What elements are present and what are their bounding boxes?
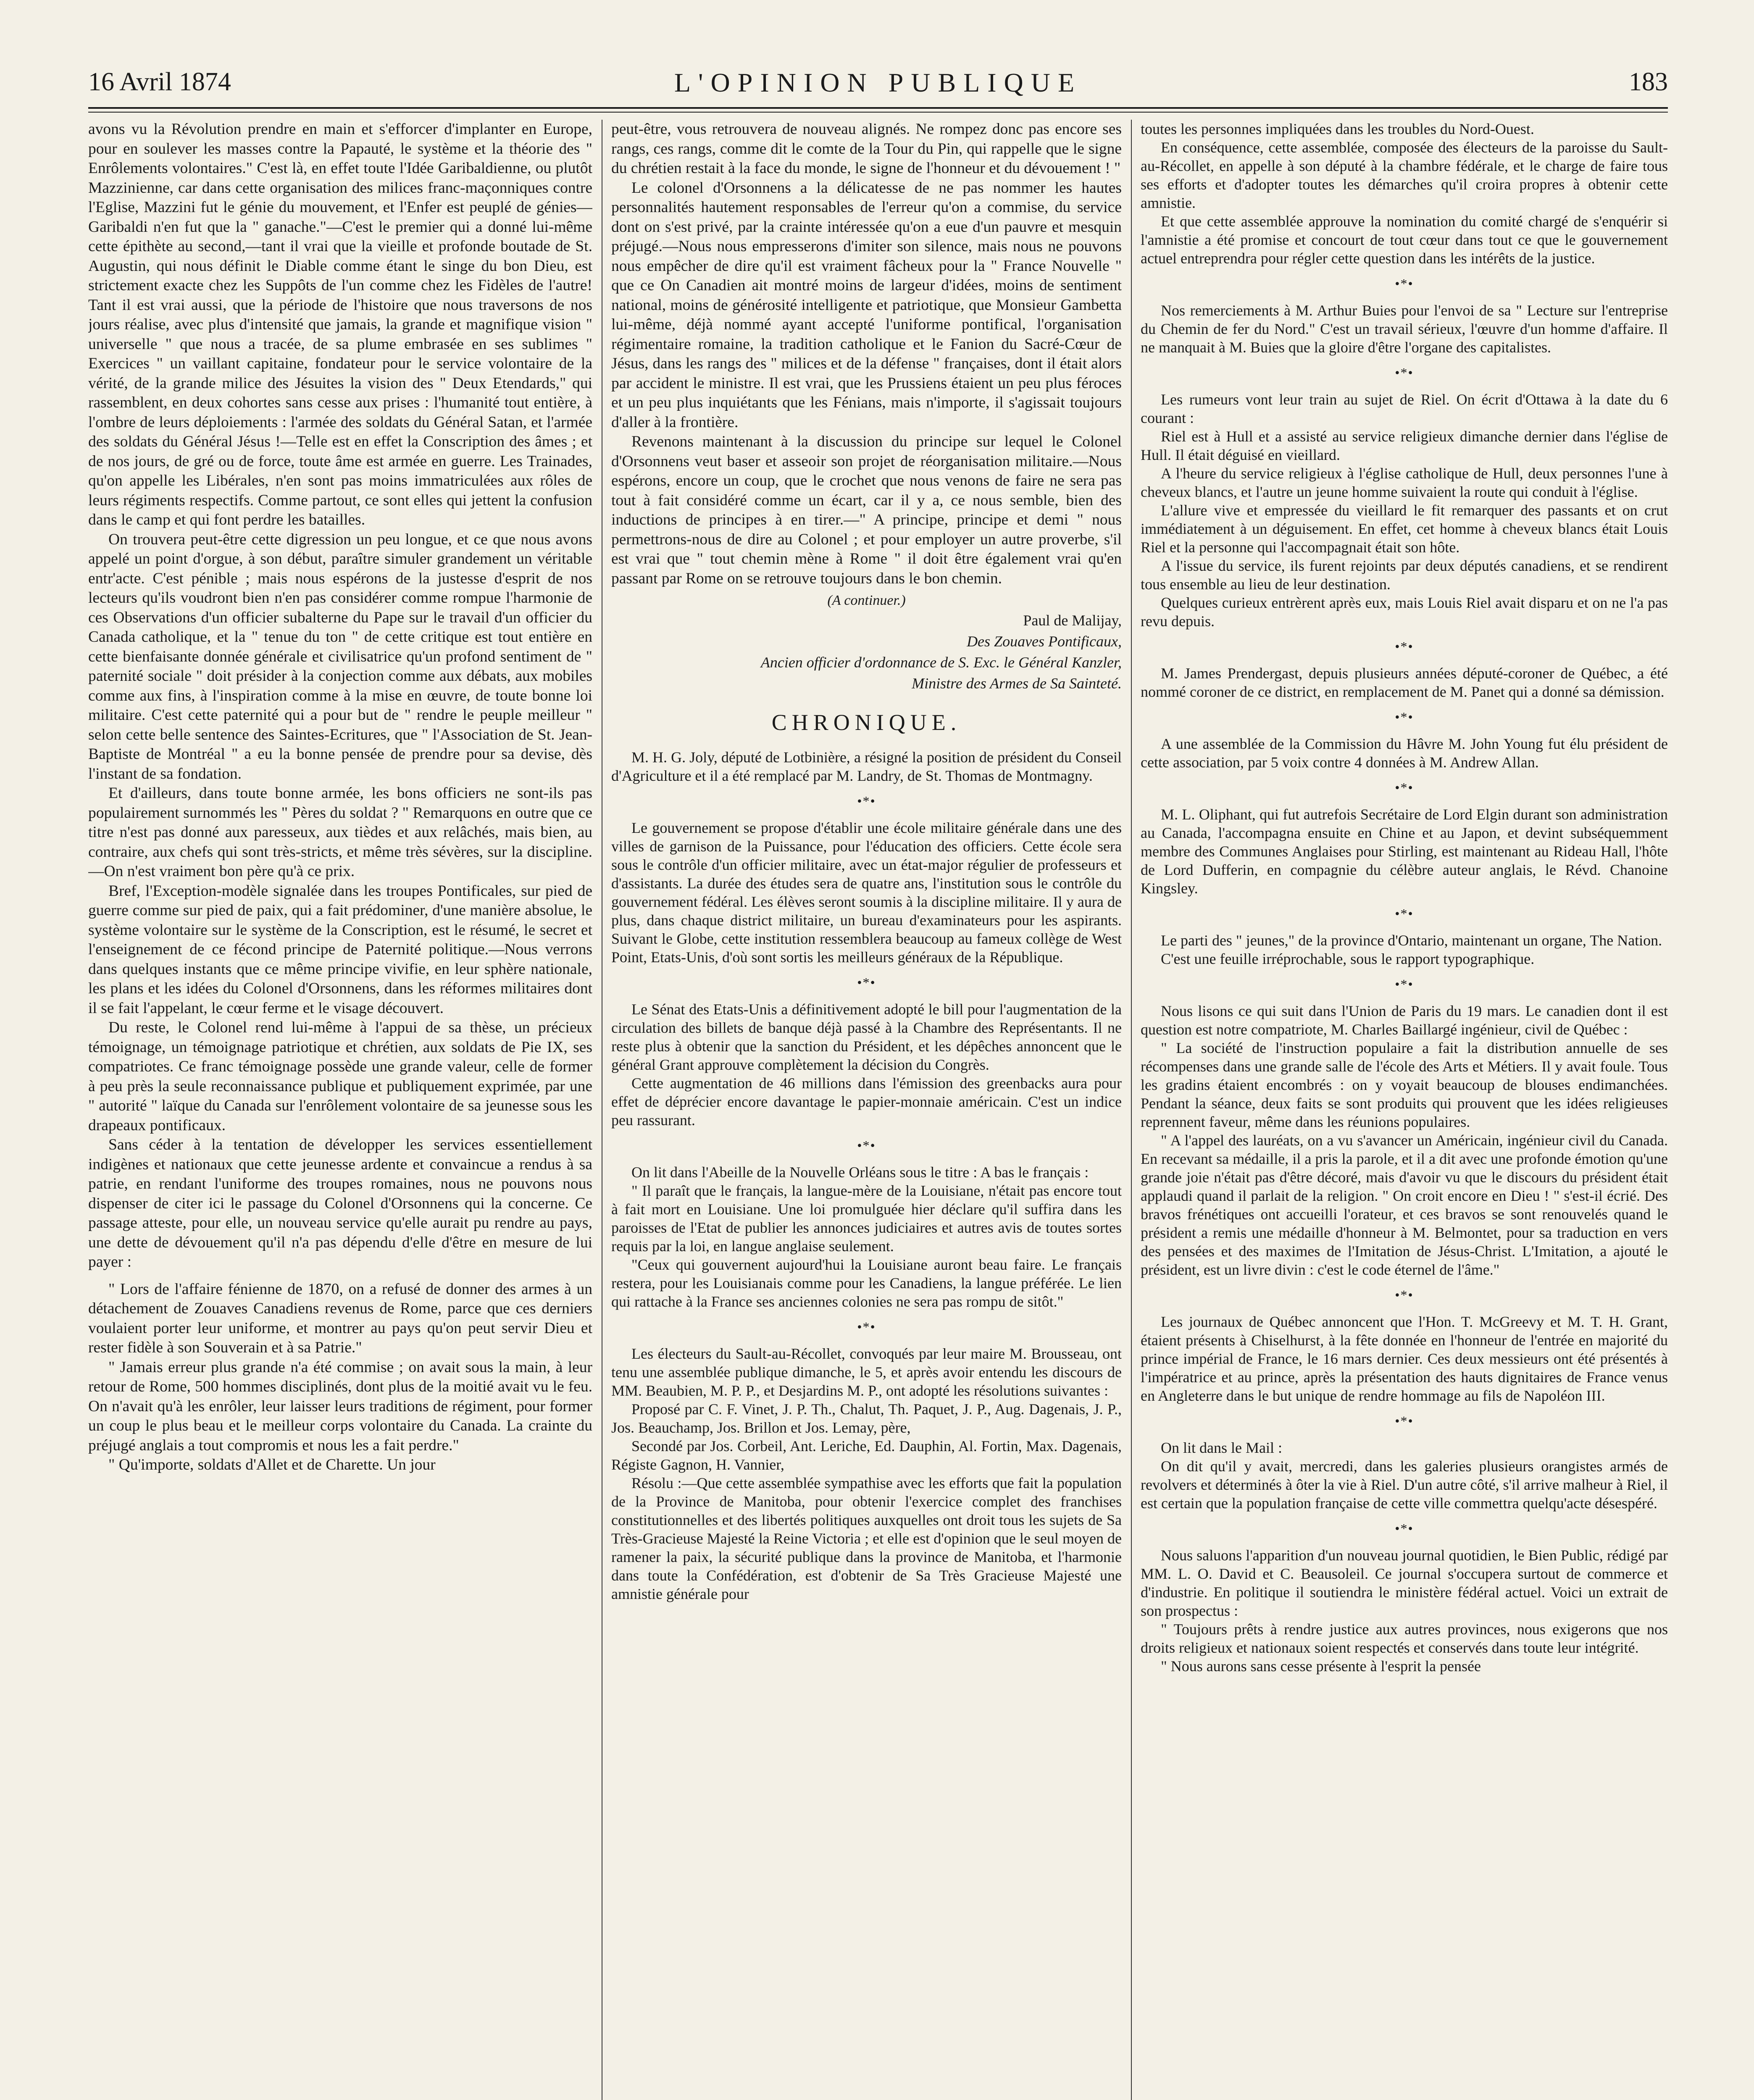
article-paragraph: avons vu la Révolution prendre en main et s'efforcer d'implanter en Europe, pour en soulever les masses contre la Papauté, le système et la théorie des " Enrôlements volontaires." C'est là, en effet toute l'Idée Garibaldienne, ou plutôt Mazzinienne, car dans cette organisation des milices franc-maçonniques contre l'Eglise, Mazzini fut le génie du mouvement, et l'Enfer est peuplé de génies—Garibaldi n'en fut que la " ganache."—C'est le premier qui a donné lui-même cette épithète au second,—tant il vrai que la vieille et profonde boutade de St. Augustin, qui nous définit le Diable comme étant le singe du bon Dieu, est strictement exacte chez les Suppôts de l'un comme chez les Fidèles de l'autre! Tant il est vrai aussi, que la période de l'histoire que nous traversons de nos jours réalise, avec plus d'intensité que jamais, la grande et magnifique vision " universelle " que nous a tracée, de sa plume embrasée en ses sublimes " Exercices " un vaillant capitaine, fondateur pour le service volontaire de la vérité, de la grande milice des Jésuites la vision des " Deux Etendards," qui rassemblent, en deux cohortes sans cesse aux prises : l'humanité tout entière, à l'ombre de leurs déploiements : l'armée des soldats du Général Satan, et l'armée des soldats du Général Jésus !—Telle est en effet la Conscription des âmes ; et de nos jours, de gré ou de force, toute âme est armée en guerre. Les Trainades, qu'on appelle les Libérales, n'en sont pas moins immatriculées aux rôles de leurs régiments respectifs. Comme partout, ce sont elles qui jettent la confusion dans le camp et qui font perdre les batailles. xyxy=(88,121,592,528)
news-item: " Toujours prêts à rendre justice aux autres provinces, nous exigerons que nos droits religieux et nationaux soient respectés et conservés dans toute leur intégrité. xyxy=(1141,1621,1668,1656)
news-item: On dit qu'il y avait, mercredi, dans les galeries plusieurs orangistes armés de revolvers et déterminés à ôter la vie à Riel. D'un autre côté, s'il arrive malheur à Riel, il est certain que la population française de cette ville commettra quelqu'acte désespéré. xyxy=(1141,1458,1668,1512)
news-item: Nous saluons l'apparition d'un nouveau journal quotidien, le Bien Public, rédigé par MM. L. O. David et C. Beausoleil. Ce journal s'occupera surtout de commerce et d'industrie. En politique il soutiendra le ministère fédéral actuel. Voici un extrait de son prospectus : xyxy=(1141,1547,1668,1619)
news-item: Les journaux de Québec annoncent que l'Hon. T. McGreevy et M. T. H. Grant, étaient présents à Chiselhurst, à la fête donnée en l'honneur de l'entrée en majorité du prince impérial de France, le 16 mars dernier. Ces deux messieurs ont été présentés à l'impératrice et au prince, après la présentation des hauts dignitaires de France venus en Angleterre dans le but unique de rendre hommage au fils de Napoléon III. xyxy=(1141,1313,1668,1404)
news-item: L'allure vive et empressée du vieillard le fit remarquer des passants et on crut immédiatement à un déguisement. En effet, cet homme à cheveux blancs était Louis Riel et la personne qui l'accompagnait était son hôte. xyxy=(1141,502,1668,556)
section-separator-stars: •*• xyxy=(1395,780,1414,795)
news-item: A une assemblée de la Commission du Hâvre M. John Young fut élu président de cette association, par 5 voix contre 4 données à M. Andrew Allan. xyxy=(1141,735,1668,771)
news-item: Résolu :—Que cette assemblée sympathise avec les efforts que fait la population de la Province de Manitoba, pour obtenir l'exercice complet des franchises constitutionnelles et des libertés politiques auxquelles ont droit tous les sujets de Sa Très-Gracieuse Majesté la Reine Victoria ; et elle est d'opinion que le seul moyen de ramener la paix, la sécurité publique dans la province de Manitoba, et l'harmonie dans toute la Confédération, est d'obtenir de Sa Très Gracieuse Majesté une amnistie générale pour xyxy=(611,1475,1122,1602)
news-item: M. H. G. Joly, député de Lotbinière, a résigné la position de président du Conseil d'Agriculture et il a été remplacé par M. Landry, de St. Thomas de Montmagny. xyxy=(611,749,1122,784)
section-separator-stars: •*• xyxy=(857,1138,876,1153)
author-name: Paul de Malijay, xyxy=(1023,612,1122,629)
news-item: Et que cette assemblée approuve la nomination du comité chargé de s'enquérir si l'amnistie a été promise et concourt de tout cœur dans tout ce que le gouvernement actuel entreprendra pour régler cette question dans les intérêts de la justice. xyxy=(1141,213,1668,267)
news-item: "Ceux qui gouvernent aujourd'hui la Louisiane auront beau faire. Le français restera, pour les Louisianais comme pour les Canadiens, la langue préférée. Le lien qui rattache à la France ses anciennes colonies ne sera pas rompu de sitôt." xyxy=(611,1256,1122,1310)
news-item: Cette augmentation de 46 millions dans l'émission des greenbacks aura pour effet de déprécier encore davantage le papier-monnaie américain. C'est un indice peu rassurant. xyxy=(611,1075,1122,1129)
news-item: On lit dans le Mail : xyxy=(1161,1439,1282,1456)
page-number: 183 xyxy=(1629,68,1668,96)
author-role: Ancien officier d'ordonnance de S. Exc. le Général Kanzler, xyxy=(760,654,1122,671)
news-item: " Nous aurons sans cesse présente à l'esprit la pensée xyxy=(1161,1658,1481,1675)
news-item: On lit dans l'Abeille de la Nouvelle Orléans sous le titre : A bas le français : xyxy=(631,1164,1089,1181)
chronique-heading: CHRONIQUE. xyxy=(771,710,962,735)
paragraph-gap xyxy=(88,1272,592,1280)
article-paragraph: Le colonel d'Orsonnens a la délicatesse de ne pas nommer les hautes personnalités hautement responsables de l'erreur qu'on a commise, du service dont on s'est privé, par la crainte intéressée qu'on a eue d'un pauvre et mesquin préjugé.—Nous nous empresserons d'imiter son silence, mais nous ne pouvons nous empêcher de dire qu'il est vraiment fâcheux pour la " France Nouvelle " que ce On Canadien ait montré moins de largeur d'idées, moins de sentiment national, moins de générosité intelligente et patriotique, que Monsieur Gambetta lui-même, déjà nommé ayant accepté l'uniforme pontifical, l'organisation régimentaire romaine, la tradition catholique et le Fanion du Sacré-Cœur de Jésus, dans les rangs des " milices et de la défense " françaises, dont il était alors par accident le ministre. Il est vrai, que les Prussiens étaient un peu plus féroces et un peu plus inquiétants que les Fénians, mais n'importe, il s'agissait toujours d'aller à la frontière. xyxy=(611,179,1122,431)
quote-paragraph: " Jamais erreur plus grande n'a été commise ; on avait sous la main, à leur retour de Rome, 500 hommes disciplinés, dont plus de la moitié avait vu le feu. On n'avait qu'à les enrôler, leur laisser leurs traditions de régiment, pour former un coup le plus beau et le meilleur corps volontaire du Canada. La crainte du préjugé anglais a tout compromis et nous les a fait perdre." xyxy=(88,1358,592,1454)
section-separator-stars: •*• xyxy=(1395,906,1414,921)
news-item: Riel est à Hull et a assisté au service religieux dimanche dernier dans l'église de Hull. Il était déguisé en vieillard. xyxy=(1141,428,1668,463)
news-item: " Il paraît que le français, la langue-mère de la Louisiane, n'était pas encore tout à fait mort en Louisiane. Une loi promulguée hier déclare qu'il suffira dans les paroisses de l'Etat de publier les annonces judiciaires et autres avis de toutes sortes requis par la loi, en langue anglaise seulement. xyxy=(611,1182,1122,1255)
continued-note: (A continuer.) xyxy=(827,593,906,608)
news-item: Les rumeurs vont leur train au sujet de Riel. On écrit d'Ottawa à la date du 6 courant : xyxy=(1141,391,1668,426)
news-item: M. L. Oliphant, qui fut autrefois Secrétaire de Lord Elgin durant son administration au Canada, l'accompagna ensuite en Chine et au Japon, et devint subséquemment membre des Communes Anglaises pour Stirling, est maintenant au Rideau Hall, l'hôte de Lord Dufferin, en compagnie du célèbre auteur anglais, le Révd. Chanoine Kingsley. xyxy=(1141,806,1668,897)
news-item: Nous lisons ce qui suit dans l'Union de Paris du 19 mars. Le canadien dont il est question est notre compatriote, M. Charles Baillargé ingénieur, civil de Québec : xyxy=(1141,1003,1668,1038)
quote-paragraph: " Qu'importe, soldats d'Allet et de Charette. Un jour xyxy=(108,1456,436,1473)
chronique-col2 xyxy=(611,748,1122,1603)
news-item: A l'heure du service religieux à l'église catholique de Hull, deux personnes l'une à cheveux blancs, et l'autre un jeune homme suivaient la route qui conduit à l'église. xyxy=(1141,465,1668,500)
article-paragraph: Sans céder à la tentation de développer les services essentiellement indigènes et nationaux que cette jeunesse ardente et convaincue a rendus à sa patrie, en rendant l'uniforme des troupes romaines, nous ne pouvons nous dispenser de citer ici le passage du Colonel d'Orsonnens qui la concerne. Ce passage atteste, pour elle, un nouveau service qu'elle aurait pu rendre au pays, une dette de dévouement qu'il n'a pas dépendu d'elle d'être en mesure de lui payer : xyxy=(88,1136,592,1270)
header-rule-thin xyxy=(88,112,1668,113)
section-separator-stars: •*• xyxy=(1395,1287,1414,1302)
news-item: Les électeurs du Sault-au-Récollet, convoqués par leur maire M. Brousseau, ont tenu une assemblée publique dimanche, le 5, et après avoir entendu les discours de MM. Beaubien, M. P. P., et Desjardins M. P., ont adopté les résolutions suivantes : xyxy=(611,1345,1122,1399)
issue-date: 16 Avril 1874 xyxy=(88,68,231,96)
article-paragraph: peut-être, vous retrouvera de nouveau alignés. Ne rompez donc pas encore ses rangs, ces rangs, comme dit le comte de la Tour du Pin, qui rappelle que le signe du chrétien restait à la face du monde, le signe de l'honneur et du dévouement ! " xyxy=(611,121,1122,177)
news-item: Le Sénat des Etats-Unis a définitivement adopté le bill pour l'augmentation de la circulation des billets de banque déjà passé à la Chambre des Représentants. Il ne reste plus à obtenir que la sanction du Président, et les dépêches annoncent que le général Grant approuve complètement la décision du Congrès. xyxy=(611,1001,1122,1073)
news-item: " A l'appel des lauréats, on a vu s'avancer un Américain, ingénieur civil du Canada. En recevant sa médaille, il a pris la parole, et il a dit avec une profonde émotion qu'une grande joie n'était pas d'être décoré, mais d'avoir vu que le discours du président était applaudi quand il parlait de la religion. " On croit encore en Dieu ! " s'est-il écrié. Des bravos frénétiques ont accueilli l'orateur, et ces bravos se sont renouvelés quand le président a remis une médaille d'honneur à M. Belmontet, pour sa traduction en vers des pensées et des maximes de l'Imitation de Jésus-Christ. L'Imitation, a ajouté le président, est un livre divin : c'est le code éternel de l'âme." xyxy=(1141,1132,1668,1278)
news-item: " La société de l'instruction populaire a fait la distribution annuelle de ses récompenses dans une grande salle de l'école des Arts et Métiers. Il y avait foule. Tous les gradins étaient encombrés : on y voyait beaucoup de blouses endimanchées. Pendant la séance, deux faits se sont produits qui prouvent que les idées religieuses reprennent faveur, même dans les réunions populaires. xyxy=(1141,1040,1668,1130)
news-item: Secondé par Jos. Corbeil, Ant. Leriche, Ed. Dauphin, Al. Fortin, Max. Dagenais, Régiste Gagnon, H. Vannier, xyxy=(611,1438,1122,1473)
author-role: Ministre des Armes de Sa Sainteté. xyxy=(912,675,1122,692)
column-2 xyxy=(611,120,1122,2100)
article-paragraph: Du reste, le Colonel rend lui-même à l'appui de sa thèse, un précieux témoignage, un témoignage patriotique et chrétien, aux soldats de Pie IX, ses compatriotes. Ce franc témoignage possède une grande valeur, celle de former à peu près la seule reconnaissance publique et publiquement exprimée, par une " autorité " laïque du Canada sur l'enrôlement volontaire de sa jeunesse sous les drapeaux pontificaux. xyxy=(88,1019,592,1134)
section-separator-stars: •*• xyxy=(857,1319,876,1334)
section-separator-stars: •*• xyxy=(857,793,876,808)
column-3 xyxy=(1141,120,1668,2100)
header-rule xyxy=(88,107,1668,109)
news-item: A l'issue du service, ils furent rejoints par deux députés canadiens, et se rendirent tous ensemble au lieu de leur destination. xyxy=(1141,557,1668,593)
section-separator-stars: •*• xyxy=(1395,276,1414,291)
author-unit: Des Zouaves Pontificaux, xyxy=(967,633,1122,650)
section-separator-stars: •*• xyxy=(1395,639,1414,654)
news-item: Le parti des " jeunes," de la province d'Ontario, maintenant un organe, The Nation. xyxy=(1161,932,1662,949)
news-item: Le gouvernement se propose d'établir une école militaire générale dans une des villes de garnison de la Puissance, pour l'éducation des officiers. Cette école sera sous le contrôle d'un officier militaire, avec un état-major régulier de professeurs et d'assistants. La durée des études sera de quatre ans, l'institution sous le contrôle du gouvernement fédéral. Les élèves seront soumis à la discipline militaire. Il y aura de plus, dans chaque district militaire, un bureau d'examinateurs pour les aspirants. Suivant le Globe, cette institution ressemblera beaucoup au fameux collège de West Point, Etats-Unis, d'où sont sortis les meilleurs généraux de la République. xyxy=(611,819,1122,966)
newspaper-title: L'OPINION PUBLIQUE xyxy=(674,68,1082,97)
page-header xyxy=(88,63,1668,109)
article-paragraph: Et d'ailleurs, dans toute bonne armée, les bons officiers ne sont-ils pas populairement surnommés les " Pères du soldat ? " Remarquons en outre que ce titre n'est pas donné aux paresseux, aux tièdes et aux relâchés, mais bien, au contraire, aux chefs qui sont très-stricts, et même très sévères, sur la discipline.—On n'est vraiment bon père qu'à ce prix. xyxy=(88,785,592,880)
news-item: Proposé par C. F. Vinet, J. P. Th., Chalut, Th. Paquet, J. P., Aug. Dagenais, J. P., Jos. Beauchamp, Jos. Brillon et Jos. Lemay, père, xyxy=(611,1401,1122,1436)
column-1 xyxy=(88,120,592,2100)
section-separator-stars: •*• xyxy=(857,975,876,990)
section-separator-stars: •*• xyxy=(1395,976,1414,992)
news-item: Quelques curieux entrèrent après eux, mais Louis Riel avait disparu et on ne l'a pas revu depuis. xyxy=(1141,594,1668,630)
news-item: M. James Prendergast, depuis plusieurs années député-coroner de Québec, a été nommé coroner de ce district, en remplacement de M. Panet qui a donné sa démission. xyxy=(1141,665,1668,700)
quote-paragraph: " Lors de l'affaire fénienne de 1870, on a refusé de donner des armes à un détachement de Zouaves Canadiens revenus de Rome, parce que ces derniers voulaient porter leur uniforme, et montrer au pays qu'on peut servir Dieu et rester fidèle à son Souverain et à sa Patrie." xyxy=(88,1280,592,1356)
article-paragraph: Bref, l'Exception-modèle signalée dans les troupes Pontificales, sur pied de guerre comme sur pied de paix, qui a fait prédominer, d'une manière absolue, le système volontaire sur le système de la Conscription, est le résumé, le secret et l'enseignement de ce fécond principe de Paternité politique.—Nous verrons dans quelques instants que ce même principe vivifie, en leur sphère nationale, les plans et les idées du Colonel d'Orsonnens, dans les réformes militaires dont il se fait l'appelant, le cœur ferme et le visage découvert. xyxy=(88,882,592,1017)
section-separator-stars: •*• xyxy=(1395,1413,1414,1428)
news-item: En conséquence, cette assemblée, composée des électeurs de la paroisse du Sault-au-Récollet, en appelle à son député à la chambre fédérale, et le charge de faire tous ses efforts et d'adopter toutes les démarches qu'il croira propres à obtenir cette amnistie. xyxy=(1141,139,1668,211)
column-divider xyxy=(1131,120,1132,2100)
article-paragraph: On trouvera peut-être cette digression un peu longue, et ce que nous avons appelé un point d'orgue, à son début, paraître simuler grandement un véritable entr'acte. C'est pénible ; mais nous espérons de la justesse d'esprit de nos lecteurs qu'ils voudront bien n'en pas considérer comme rompue l'harmonie de ces Observations d'un officier subalterne du Pape sur le travail d'un officier du Canada catholique, et la " tenue du ton " de cette critique est tout entière en cette bienfaisante donnée générale et civilisatrice qu'un profond sentiment de " paternité sociale " doit présider à la conjection comme aux débats, aux mobiles comme aux fins, à l'inspiration comme à la mise en œuvre, de toute bonne loi militaire. C'est cette paternité qui a pour but de " rendre le peuple meilleur " selon cette belle sentence des Saintes-Ecritures, que " l'Association de St. Jean-Baptiste de Montréal " a eu la bonne pensée de prendre pour sa devise, dès l'instant de sa fondation. xyxy=(88,530,592,782)
section-separator-stars: •*• xyxy=(1395,365,1414,380)
news-item: Nos remerciements à M. Arthur Buies pour l'envoi de sa " Lecture sur l'entreprise du Chemin de fer du Nord." C'est un travail sérieux, l'œuvre d'un homme d'affaire. Il ne manquait à M. Buies que la gloire d'être l'organe des capitalistes. xyxy=(1141,302,1668,356)
section-separator-stars: •*• xyxy=(1395,709,1414,724)
news-item: C'est une feuille irréprochable, sous le rapport typographique. xyxy=(1161,950,1535,967)
section-separator-stars: •*• xyxy=(1395,1521,1414,1536)
news-item: toutes les personnes impliquées dans les troubles du Nord-Ouest. xyxy=(1141,121,1534,137)
article-paragraph: Revenons maintenant à la discussion du principe sur lequel le Colonel d'Orsonnens veut baser et asseoir son projet de réorganisation militaire.—Nous espérons, encore un coup, que le crochet que nous venons de faire ne sera pas tout à fait considéré comme un écart, car il y a, ce nous semble, bien des inductions de principes à en tirer.—" A principe, principe et demi " nous permettrons-nous de dire au Colonel ; et pour employer un autre proverbe, s'il est vrai que " tout chemin mène à Rome " il doit être également vrai qu'en passant par Rome on se retrouve toujours dans le bon chemin. xyxy=(611,433,1122,587)
